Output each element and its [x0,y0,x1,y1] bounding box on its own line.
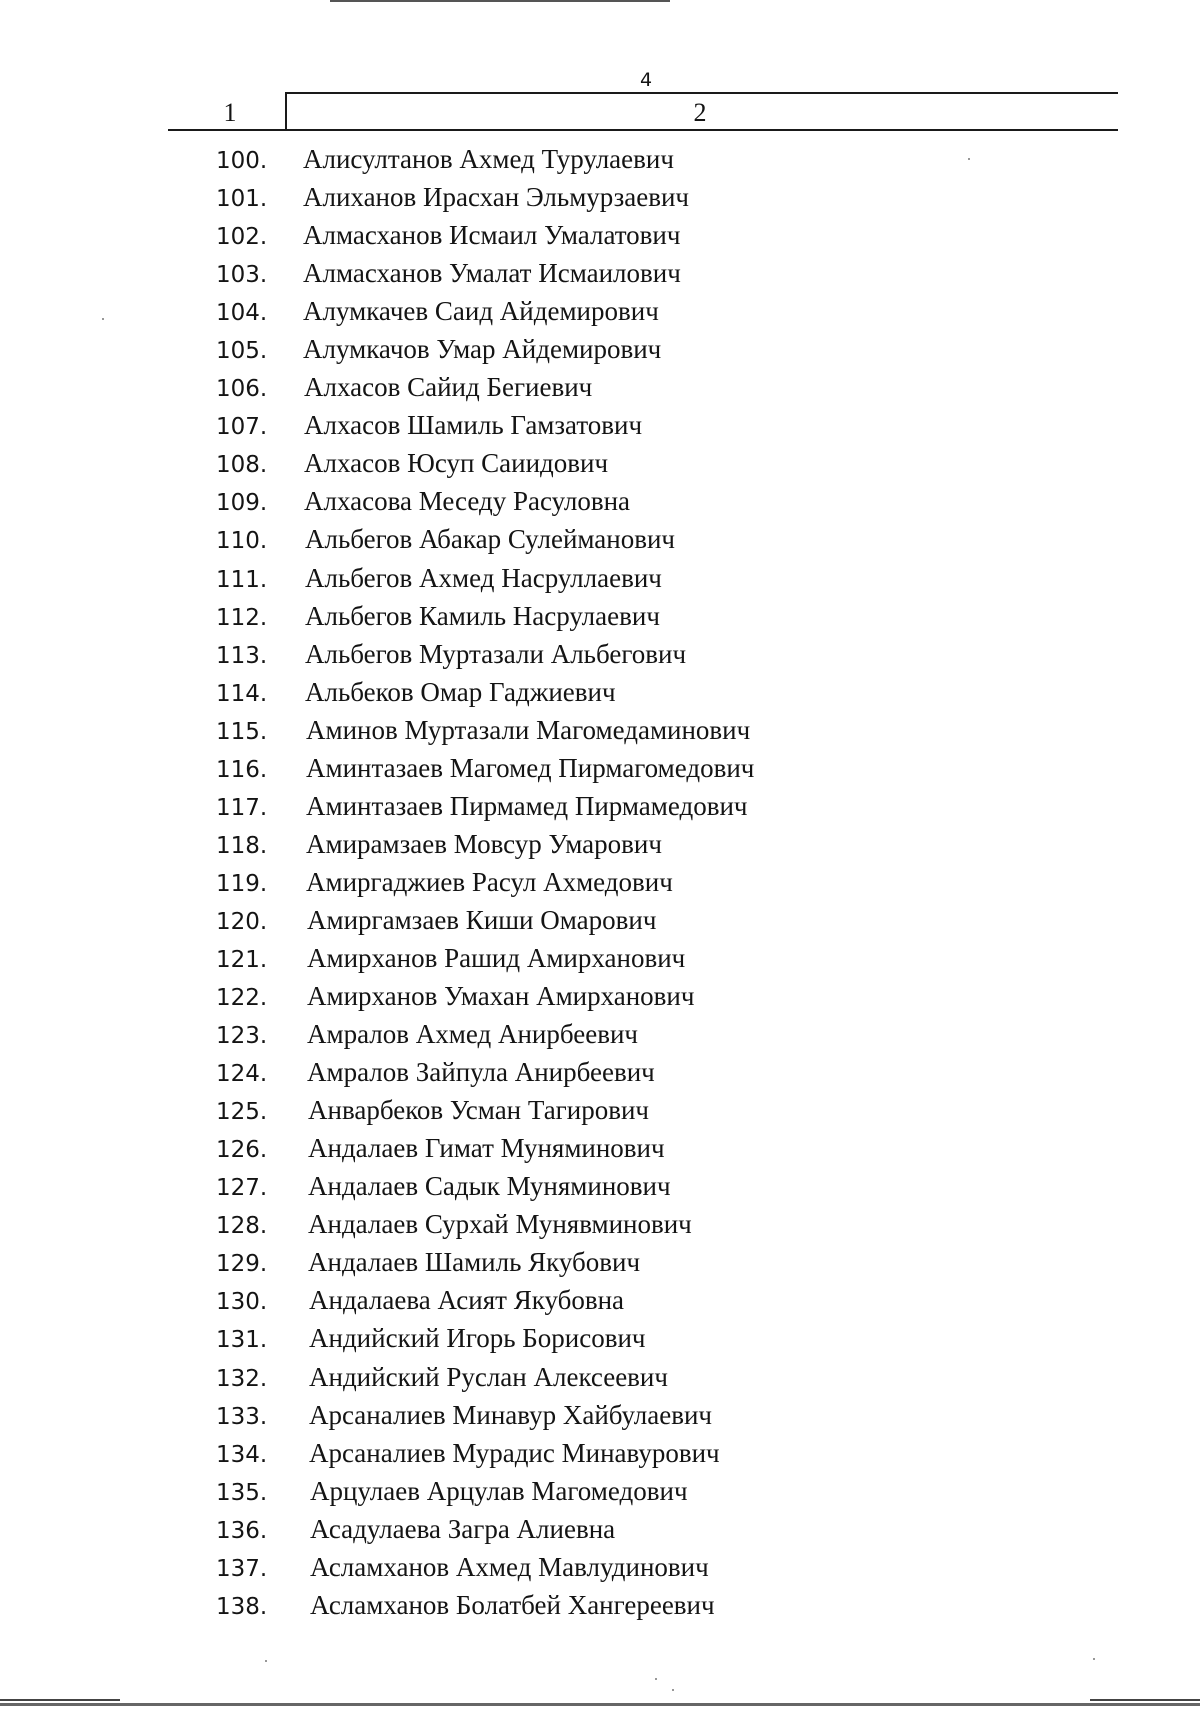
person-name: Альбеков Омар Гаджиевич [305,676,616,707]
person-name: Анварбеков Усман Тагирович [308,1095,649,1126]
row-number: 114. [216,680,268,707]
table-row [0,179,1200,217]
row-number: 102. [216,224,268,251]
table-row [0,1206,1200,1244]
row-number: 136. [216,1517,268,1544]
person-name: Асадулаева Загра Алиевна [310,1513,616,1544]
person-name: Амиргамзаев Киши Омарович [307,904,657,935]
person-name: Альбегов Муртазали Альбегович [305,638,687,669]
table-header-bottom-rule [168,129,1118,131]
table-row [0,940,1200,978]
person-name: Алумкачов Умар Айдемирович [303,334,662,365]
table-row [0,636,1200,674]
table-row [0,1320,1200,1358]
row-number: 110. [216,528,268,555]
scan-speck [265,1660,267,1662]
scan-speck [672,1689,674,1691]
table-row [0,902,1200,940]
row-number: 101. [216,186,268,213]
person-name: Амирханов Умахан Амирханович [307,981,695,1012]
table-column-divider [285,92,287,131]
person-name: Амирамзаев Мовсур Умарович [306,828,662,859]
table-row [0,1092,1200,1130]
row-number: 122. [216,985,268,1012]
person-name: Алхасова Меседу Расуловна [304,486,631,517]
person-name: Андалаева Асият Якубовна [309,1285,625,1316]
table-row [0,826,1200,864]
table-row [0,369,1200,407]
table-row [0,407,1200,445]
row-number: 133. [216,1403,268,1430]
row-number: 103. [216,262,268,289]
person-name: Аминов Муртазали Магомедаминович [306,714,751,745]
person-name: Андалаев Гимат Муняминович [308,1133,665,1164]
table-row [0,1397,1200,1435]
table-row [0,1549,1200,1587]
row-number: 107. [216,414,268,441]
row-number: 119. [216,870,268,897]
table-row [0,864,1200,902]
row-number: 131. [216,1327,268,1354]
table-row [0,598,1200,636]
scan-speck [1093,1658,1095,1660]
table-row [0,1244,1200,1282]
row-number: 126. [216,1137,268,1164]
person-name: Алхасов Сайид Бегиевич [304,372,593,403]
table-row [0,217,1200,255]
row-number: 112. [216,604,268,631]
row-number: 129. [216,1251,268,1278]
row-number: 127. [216,1175,268,1202]
person-name: Алиханов Ирасхан Эльмурзаевич [303,182,690,213]
table-row [0,1511,1200,1549]
table-row [0,560,1200,598]
person-name: Амиргаджиев Расул Ахмедович [306,866,673,897]
person-name: Арсаналиев Мурадис Минавурович [309,1437,720,1468]
row-number: 134. [216,1441,268,1468]
row-number: 111. [216,566,268,593]
person-name: Асламханов Ахмед Мавлудинович [310,1551,709,1582]
table-row [0,1016,1200,1054]
person-name: Амралов Ахмед Анирбеевич [307,1019,639,1050]
person-name: Алмасханов Исмаил Умалатович [303,220,681,251]
scan-edge-bottom [0,1703,1200,1706]
person-name: Алхасов Юсуп Саиидович [304,448,609,479]
scan-edge-fragment [0,1699,120,1701]
person-name: Алхасов Шамиль Гамзатович [304,410,643,441]
row-number: 120. [216,908,268,935]
person-name: Андалаев Садык Муняминович [308,1171,671,1202]
person-name: Андалаев Сурхай Мунявминович [308,1209,692,1240]
table-row [0,141,1200,179]
row-number: 121. [216,946,268,973]
scan-edge-fragment [1090,1699,1200,1701]
person-name: Альбегов Ахмед Насруллаевич [305,562,662,593]
row-number: 137. [216,1555,268,1582]
row-number: 106. [216,376,268,403]
person-name: Аминтазаев Магомед Пирмагомедович [306,752,755,783]
table-row [0,750,1200,788]
row-number: 100. [216,148,268,174]
row-number: 116. [216,756,268,783]
row-number: 132. [216,1365,268,1392]
row-number: 105. [216,338,268,365]
table-row [0,521,1200,559]
person-name: Арсаналиев Минавур Хайбулаевич [309,1399,713,1430]
table-body [0,141,1200,1625]
table-row [0,483,1200,521]
row-number: 115. [216,718,268,745]
person-name: Андийский Руслан Алексеевич [309,1361,668,1392]
person-name: Алисултанов Ахмед Турулаевич [303,144,674,174]
table-row [0,674,1200,712]
column-header-number: 1 [223,98,237,127]
row-number: 138. [216,1593,268,1620]
scan-speck [655,1678,657,1680]
person-name: Амирханов Рашид Амирханович [307,942,686,973]
person-name: Альбегов Абакар Сулейманович [305,524,676,555]
scan-edge-top [330,0,670,2]
table-row [0,978,1200,1016]
row-number: 108. [216,452,268,479]
row-number: 123. [216,1023,268,1050]
row-number: 109. [216,490,268,517]
person-name: Амралов Зайпула Анирбеевич [307,1057,655,1088]
table-row [0,1054,1200,1092]
table-row [0,788,1200,826]
table-row [0,1587,1200,1625]
column-header-name: 2 [693,98,707,127]
person-name: Алмасханов Умалат Исмаилович [303,258,681,289]
table-header-top-rule [287,92,1118,94]
table-row [0,331,1200,369]
row-number: 135. [216,1479,268,1506]
person-name: Андалаев Шамиль Якубович [308,1247,641,1278]
table-row [0,1282,1200,1320]
person-name: Андийский Игорь Борисович [309,1323,646,1354]
table-row [0,1130,1200,1168]
table-row [0,1168,1200,1206]
person-name: Аминтазаев Пирмамед Пирмамедович [306,790,748,821]
row-number: 113. [216,642,268,669]
table-row [0,1473,1200,1511]
row-number: 104. [216,300,268,327]
table-row [0,712,1200,750]
row-number: 125. [216,1099,268,1126]
row-number: 128. [216,1213,268,1240]
person-name: Алумкачев Саид Айдемирович [303,296,659,327]
table-row [0,293,1200,331]
table-row [0,445,1200,483]
person-name: Асламханов Болатбей Хангереевич [310,1589,715,1620]
row-number: 118. [216,832,268,859]
table-row [0,255,1200,293]
row-number: 124. [216,1061,268,1088]
row-number: 117. [216,794,268,821]
person-name: Арцулаев Арцулав Магомедович [310,1475,688,1506]
table-row [0,1359,1200,1397]
row-number: 130. [216,1289,268,1316]
person-name: Альбегов Камиль Насрулаевич [305,600,660,631]
page-number: 4 [639,69,653,91]
table-row [0,1435,1200,1473]
